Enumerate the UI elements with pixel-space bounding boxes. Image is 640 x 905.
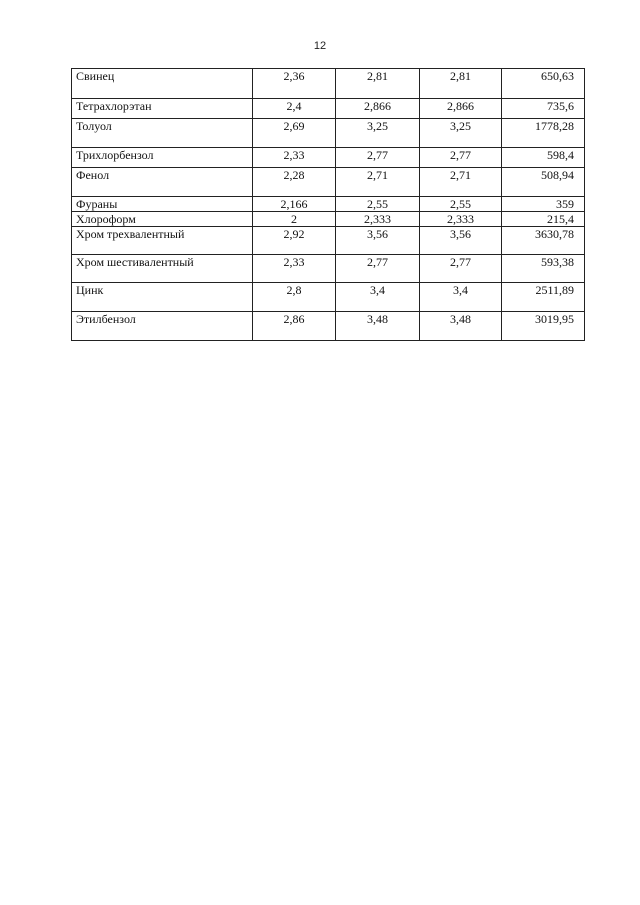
value-cell-3: 2,77 [420,148,502,168]
substance-name-cell: Хлороформ [72,212,253,227]
value-cell-3: 3,25 [420,119,502,148]
value-cell-2: 2,333 [336,212,420,227]
value-cell-1: 2,92 [253,227,336,255]
table-row [72,168,585,197]
value-cell-4: 215,4 [502,212,585,227]
data-table [71,68,585,341]
value-cell-3: 3,48 [420,312,502,341]
value-cell-4: 3630,78 [502,227,585,255]
table-row [72,312,585,341]
substance-name-cell: Трихлорбензол [72,148,253,168]
value-cell-2: 2,77 [336,255,420,283]
table-row [72,283,585,312]
value-cell-1: 2,36 [253,69,336,99]
value-cell-2: 3,4 [336,283,420,312]
value-cell-3: 3,4 [420,283,502,312]
value-cell-4: 2511,89 [502,283,585,312]
substance-name-cell: Хром трехвалентный [72,227,253,255]
substance-name-cell: Толуол [72,119,253,148]
value-cell-3: 2,333 [420,212,502,227]
value-cell-3: 3,56 [420,227,502,255]
page-number: 12 [313,40,327,52]
value-cell-2: 3,56 [336,227,420,255]
value-cell-4: 593,38 [502,255,585,283]
value-cell-1: 2,86 [253,312,336,341]
substance-name-cell: Фураны [72,197,253,212]
substance-name-cell: Тетрахлорэтан [72,99,253,119]
value-cell-1: 2,28 [253,168,336,197]
value-cell-1: 2 [253,212,336,227]
value-cell-3: 2,71 [420,168,502,197]
table-row [72,99,585,119]
value-cell-4: 359 [502,197,585,212]
table-row [72,119,585,148]
value-cell-2: 3,25 [336,119,420,148]
value-cell-2: 2,866 [336,99,420,119]
substance-name-cell: Фенол [72,168,253,197]
table-row [72,148,585,168]
substance-name-cell: Цинк [72,283,253,312]
value-cell-3: 2,81 [420,69,502,99]
value-cell-3: 2,866 [420,99,502,119]
value-cell-2: 2,71 [336,168,420,197]
value-cell-1: 2,33 [253,148,336,168]
substance-name-cell: Этилбензол [72,312,253,341]
value-cell-4: 508,94 [502,168,585,197]
value-cell-1: 2,8 [253,283,336,312]
value-cell-1: 2,69 [253,119,336,148]
value-cell-3: 2,77 [420,255,502,283]
value-cell-1: 2,166 [253,197,336,212]
value-cell-2: 2,81 [336,69,420,99]
table-row [72,255,585,283]
value-cell-4: 1778,28 [502,119,585,148]
substance-name-cell: Свинец [72,69,253,99]
value-cell-4: 735,6 [502,99,585,119]
table-row [72,212,585,227]
value-cell-4: 650,63 [502,69,585,99]
value-cell-4: 3019,95 [502,312,585,341]
value-cell-2: 2,77 [336,148,420,168]
value-cell-1: 2,4 [253,99,336,119]
value-cell-1: 2,33 [253,255,336,283]
value-cell-4: 598,4 [502,148,585,168]
value-cell-2: 3,48 [336,312,420,341]
table-row [72,197,585,212]
substance-name-cell: Хром шестивалентный [72,255,253,283]
value-cell-3: 2,55 [420,197,502,212]
table-row [72,69,585,99]
value-cell-2: 2,55 [336,197,420,212]
table-row [72,227,585,255]
